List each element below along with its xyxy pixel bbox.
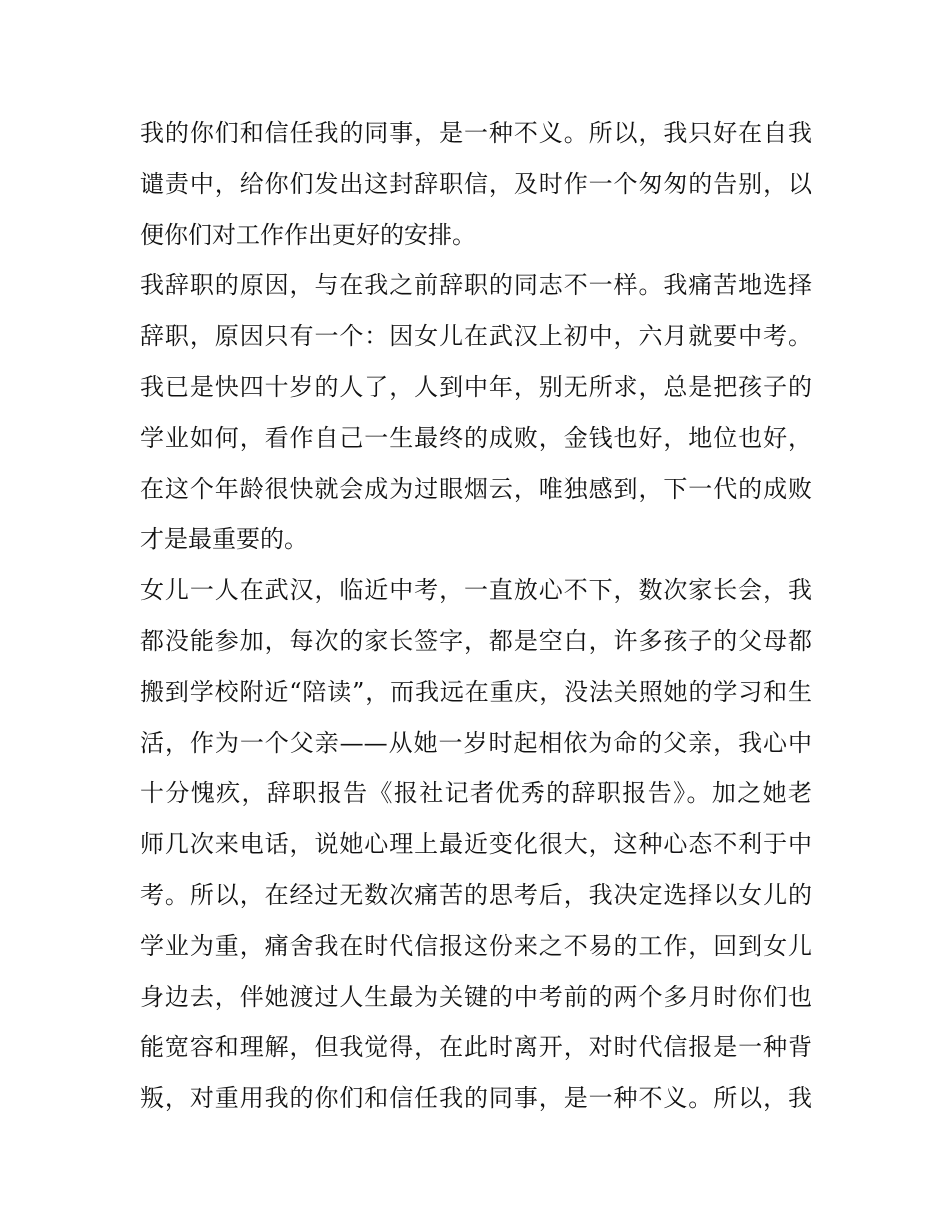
body-text [140, 108, 812, 1124]
text-line: 叛，对重用我的你们和信任我的同事，是一种不义。所以，我 [140, 1084, 812, 1113]
text-line: 才是最重要的。 [140, 525, 308, 554]
text-line: 学业如何，看作自己一生最终的成败，金钱也好，地位也好， [140, 423, 812, 452]
text-line: 考。所以，在经过无数次痛苦的思考后，我决定选择以女儿的 [140, 880, 812, 909]
text-line: 女儿一人在武汉，临近中考，一直放心不下，数次家长会，我 [140, 576, 812, 605]
text-line: 师几次来电话，说她心理上最近变化很大，这种心态不利于中 [140, 830, 812, 859]
text-line: 便你们对工作作出更好的安排。 [140, 220, 476, 249]
text-line: 十分愧疚，辞职报告《报社记者优秀的辞职报告》。加之她老 [140, 779, 812, 808]
text-line: 身边去，伴她渡过人生最为关键的中考前的两个多月时你们也 [140, 982, 812, 1011]
text-line: 学业为重，痛舍我在时代信报这份来之不易的工作，回到女儿 [140, 931, 812, 960]
text-line: 在这个年龄很快就会成为过眼烟云，唯独感到，下一代的成败 [140, 474, 812, 503]
text-line: 都没能参加，每次的家长签字，都是空白，许多孩子的父母都 [140, 626, 812, 655]
text-line: 我辞职的原因，与在我之前辞职的同志不一样。我痛苦地选择 [140, 271, 812, 300]
text-line: 我的你们和信任我的同事，是一种不义。所以，我只好在自我 [140, 119, 812, 147]
text-line: 我已是快四十岁的人了，人到中年，别无所求，总是把孩子的 [140, 372, 812, 401]
text-line: 能宽容和理解，但我觉得，在此时离开，对时代信报是一种背 [140, 1033, 812, 1062]
text-line: 辞职，原因只有一个：因女儿在武汉上初中，六月就要中考。 [140, 322, 812, 351]
text-line: 谴责中，给你们发出这封辞职信，及时作一个匆匆的告别，以 [140, 169, 812, 198]
text-line: 搬到学校附近“陪读”，而我远在重庆，没法关照她的学习和生 [140, 677, 812, 706]
text-line: 活，作为一个父亲——从她一岁时起相依为命的父亲，我心中 [140, 728, 812, 757]
